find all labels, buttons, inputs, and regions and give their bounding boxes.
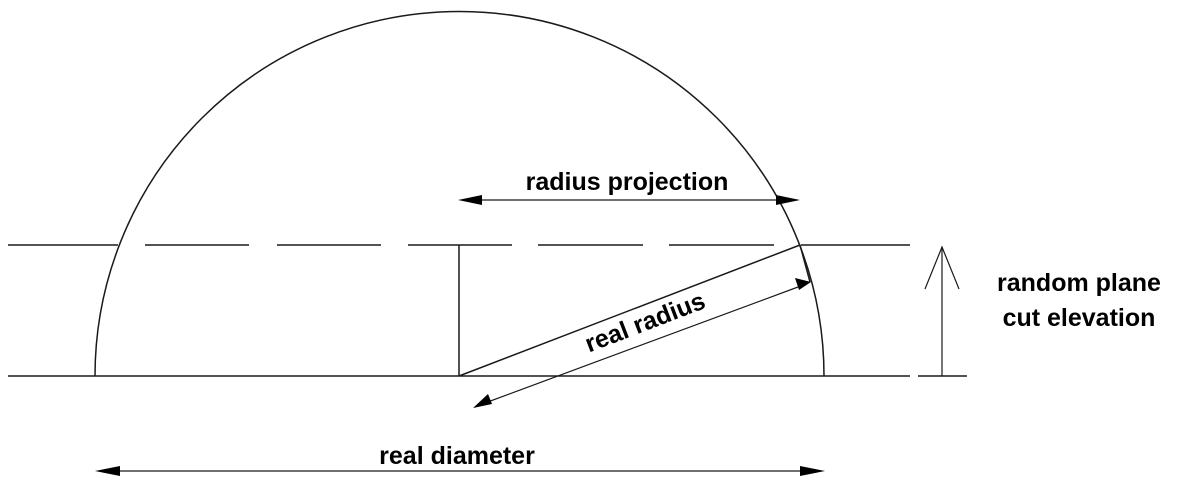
elevation-arrow (925, 247, 959, 376)
radius-projection-label: radius projection (525, 168, 729, 196)
real-radius-label: real radius (581, 286, 710, 359)
radius-projection-dimension (458, 195, 800, 205)
random-plane-label: random plane (997, 269, 1161, 297)
real-radius-line (459, 245, 800, 376)
real-radius-dimension (473, 278, 811, 408)
real-diameter-label: real diameter (379, 442, 535, 470)
cut-elevation-label: cut elevation (1002, 304, 1156, 332)
arc-intersection-segment (800, 245, 810, 282)
